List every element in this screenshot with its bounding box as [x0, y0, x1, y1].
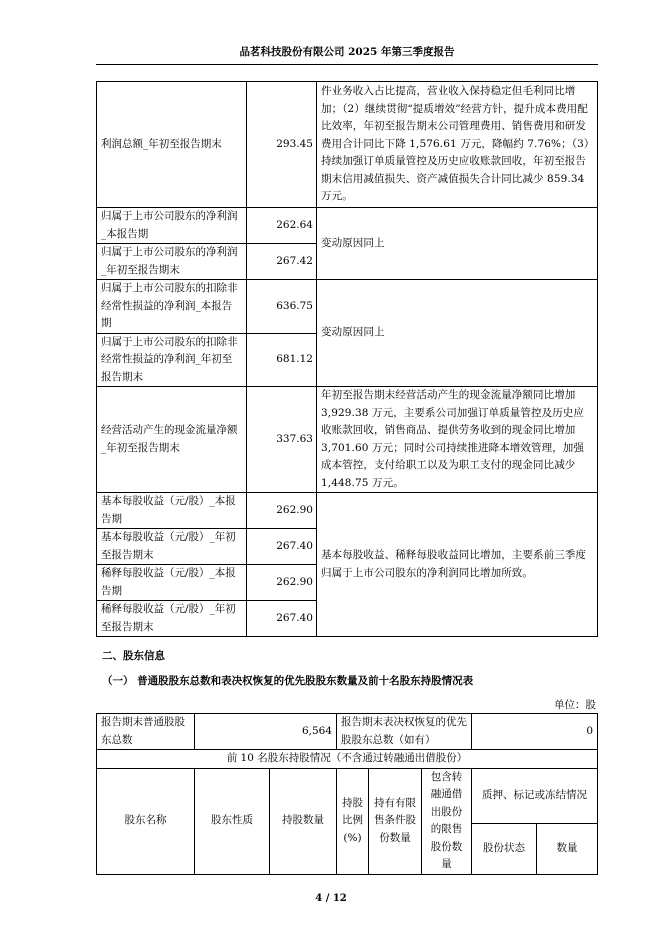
col-header: 股份状态	[472, 824, 537, 874]
table-row	[97, 82, 598, 208]
value-cell: 262.90	[247, 493, 317, 529]
value-cell: 262.90	[247, 565, 317, 601]
item-cell: 利润总额_年初至报告期末	[97, 82, 247, 208]
table-row	[97, 387, 598, 493]
item-cell: 基本每股收益（元/股）_年初至报告期末	[97, 529, 247, 565]
unit-label: 单位：股	[554, 699, 596, 711]
value-cell: 267.40	[247, 529, 317, 565]
item-cell: 归属于上市公司股东的扣除非经常性损益的净利润_本报告期	[97, 280, 247, 334]
reason-cell: 年初至报告期末经营活动产生的现金流量净额同比增加 3,929.38 万元，主要系公司加强订单质量管控及历史应收账款回收，销售商品、提供劳务收到的现金同比增加 3,701.60 万元；同时公司持续推进降本增效管理，加强成本管控，支付给职工以及为职工支付的现金同比减少 1,448.75 万元。	[317, 387, 598, 493]
value-cell: 636.75	[247, 280, 317, 334]
col-header: 股东名称	[97, 768, 195, 874]
value-cell: 262.64	[247, 208, 317, 244]
item-cell: 归属于上市公司股东的扣除非经常性损益的净利润_年初至报告期末	[97, 333, 247, 387]
col-header: 数量	[537, 824, 598, 874]
section-heading: 二、股东信息	[102, 650, 165, 662]
reason-cell: 变动原因同上	[317, 208, 598, 280]
pref-label-cell: 报告期末表决权恢复的优先股股东总数（如有）	[337, 714, 472, 750]
report-header-title: 品茗科技股份有限公司 2025 年第三季度报告	[239, 46, 455, 58]
value-cell: 681.12	[247, 333, 317, 387]
pref-value-cell: 0	[472, 714, 598, 750]
header-divider	[96, 64, 598, 65]
page-number: 4 / 12	[315, 893, 347, 904]
col-header: 持股数量	[270, 768, 337, 874]
top10-heading-cell: 前 10 名股东持股情况（不含通过转融通出借股份）	[97, 750, 598, 769]
table-row	[97, 280, 598, 334]
table-row	[97, 714, 598, 750]
item-cell: 基本每股收益（元/股）_本报告期	[97, 493, 247, 529]
value-cell: 337.63	[247, 387, 317, 493]
col-header: 持股比例(%)	[337, 768, 369, 874]
value-cell: 293.45	[247, 82, 317, 208]
col-header: 持有有限售条件股份数量	[369, 768, 422, 874]
total-label-cell: 报告期末普通股股东总数	[97, 714, 195, 750]
item-cell: 稀释每股收益（元/股）_本报告期	[97, 565, 247, 601]
value-cell: 267.42	[247, 244, 317, 280]
table-row	[97, 768, 598, 824]
reason-cell: 基本每股收益、稀释每股收益同比增加，主要系前三季度归属于上市公司股东的净利润同比增加所致。	[317, 493, 598, 637]
table-row	[97, 208, 598, 244]
item-cell: 稀释每股收益（元/股）_年初至报告期末	[97, 601, 247, 637]
shareholder-table	[96, 713, 598, 875]
table-row	[97, 750, 598, 769]
reason-cell: 变动原因同上	[317, 280, 598, 387]
col-header: 质押、标记或冻结情况	[472, 768, 598, 824]
item-cell: 归属于上市公司股东的净利润_本报告期	[97, 208, 247, 244]
table-row	[97, 493, 598, 529]
profit-change-table	[96, 81, 598, 637]
sub-section-heading: （一） 普通股股东总数和表决权恢复的优先股股东数量及前十名股东持股情况表	[102, 675, 474, 687]
value-cell: 267.40	[247, 601, 317, 637]
col-header: 包含转融通借出股份的限售股份数量	[422, 768, 472, 874]
item-cell: 经营活动产生的现金流量净额_年初至报告期末	[97, 387, 247, 493]
item-cell: 归属于上市公司股东的净利润_年初至报告期末	[97, 244, 247, 280]
total-value-cell: 6,564	[195, 714, 337, 750]
reason-cell: 件业务收入占比提高，营业收入保持稳定但毛利同比增加；（2）继续贯彻“提质增效”经营方针，提升成本费用配比效率，年初至报告期末公司管理费用、销售费用和研发费用合计同比下降 1,576.61 万元，降幅约 7.76%；（3）持续加强订单质量管控及历史应收账款回收，年初至报告期末信用减值损失、资产减值损失合计同比减少 859.34 万元。	[317, 82, 598, 208]
col-header: 股东性质	[195, 768, 270, 874]
